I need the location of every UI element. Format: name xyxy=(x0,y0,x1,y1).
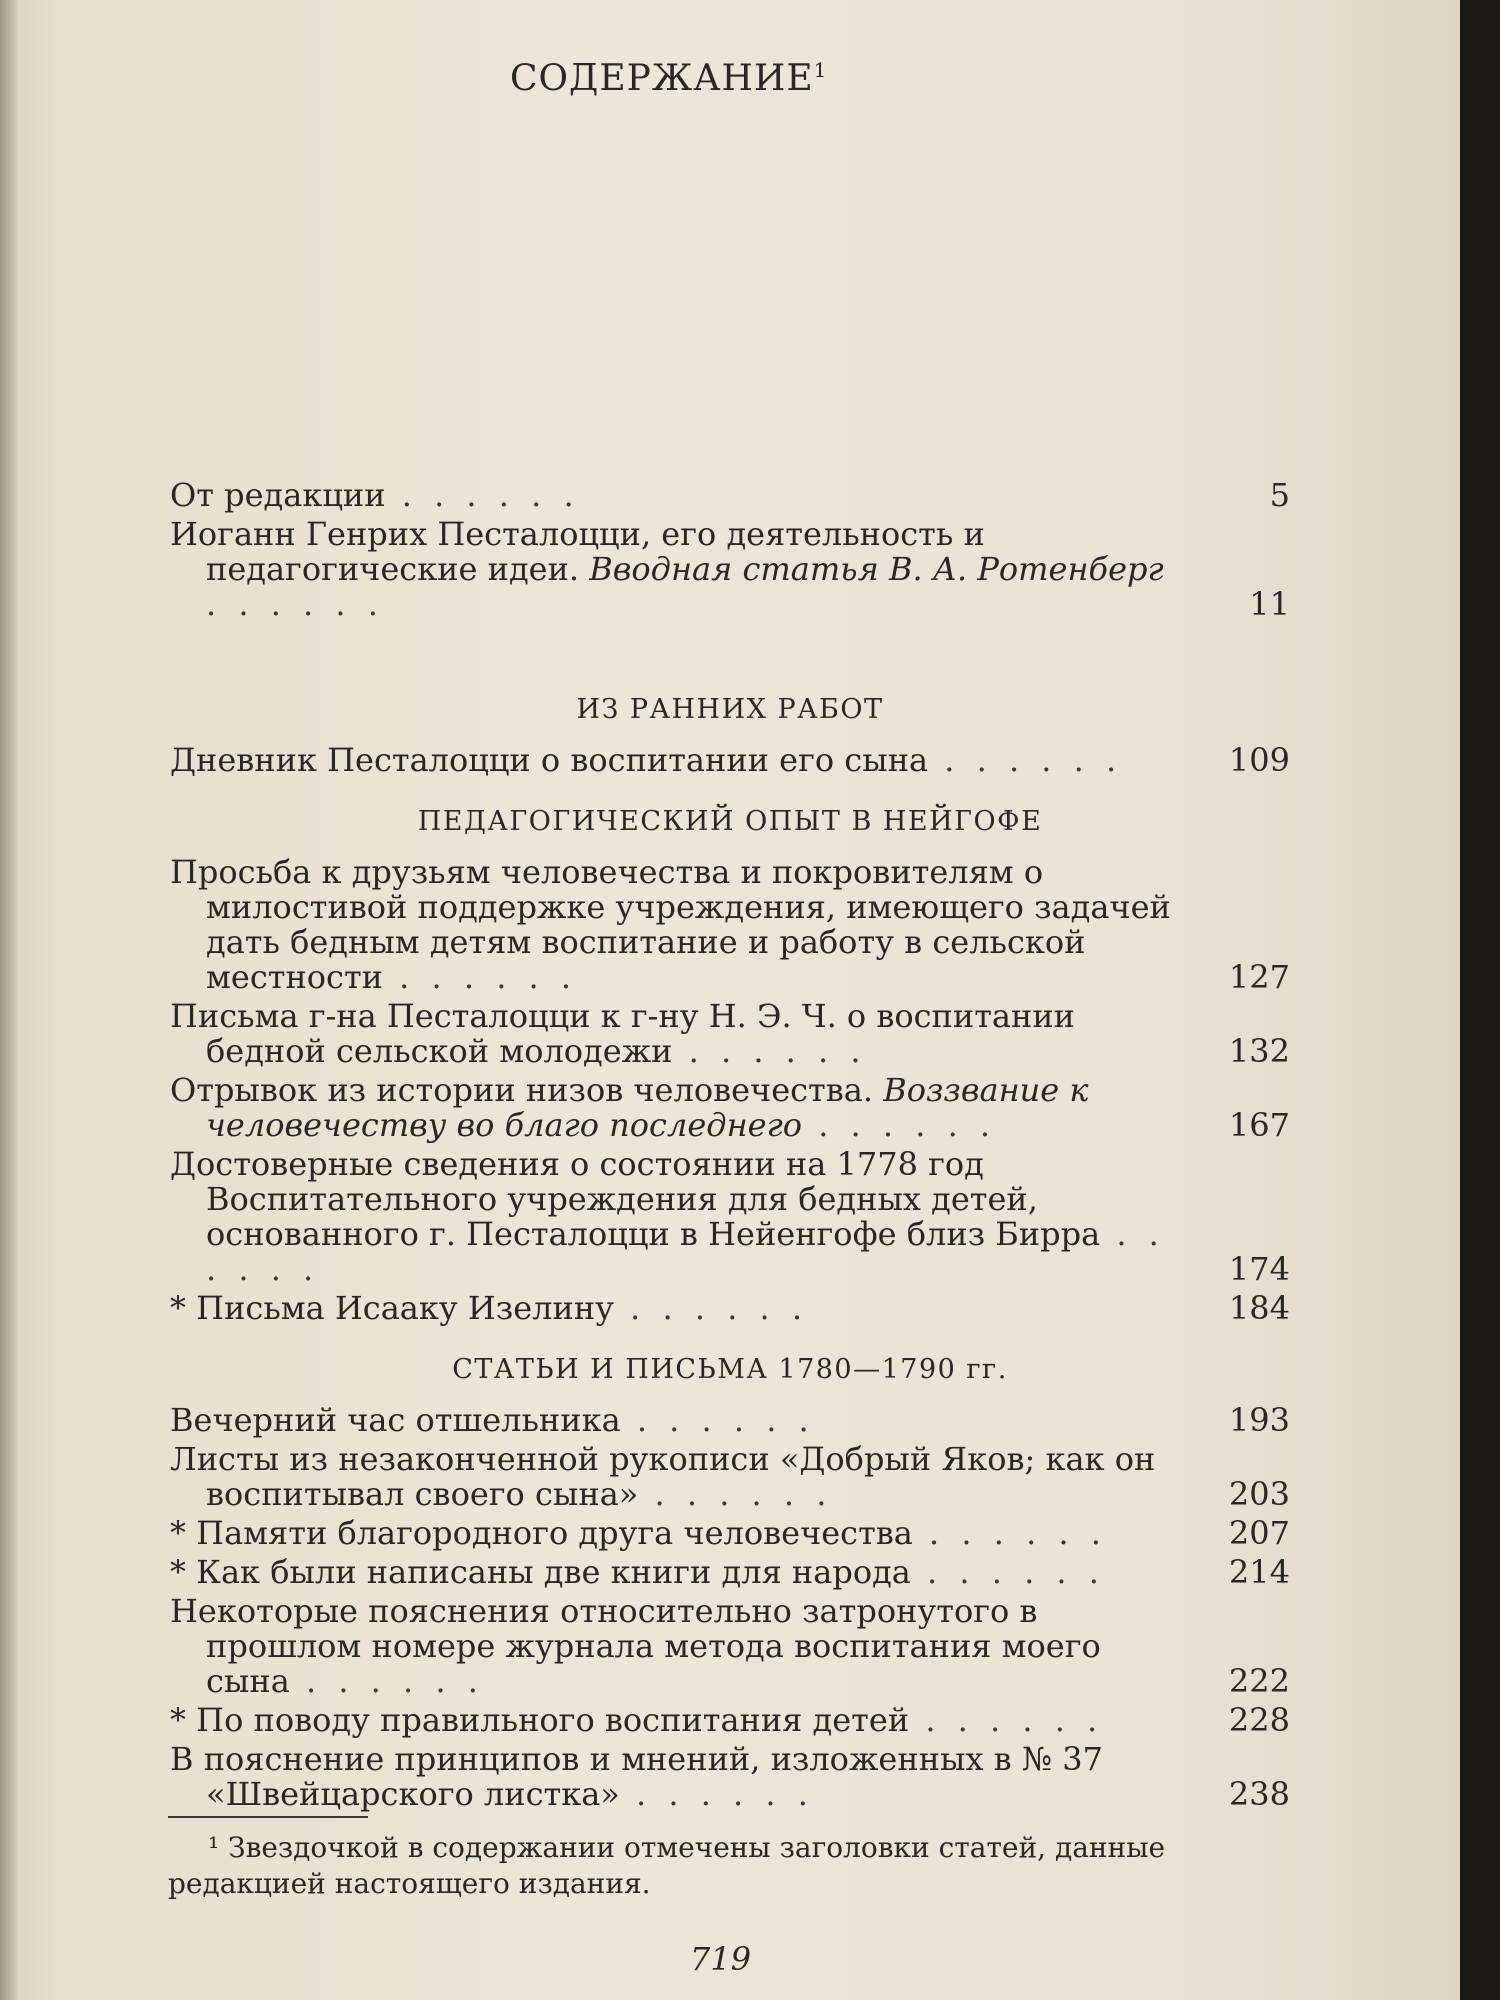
toc-entry-text: В пояснение принципов и мнений, изложенных в № 37 «Швейцарского листка» xyxy=(170,1740,1104,1813)
leader-dots: . . . . . . xyxy=(638,1475,833,1513)
toc-entry-text: Как были написаны две книги для народа xyxy=(196,1553,911,1591)
toc-entry-page: 184 xyxy=(1228,1289,1290,1327)
table-of-contents xyxy=(170,478,1290,1816)
toc-entry-title xyxy=(170,1291,1180,1326)
toc-entry-text: Иоганн Генрих Песталоцци, его деятельность и педагогические идеи. xyxy=(170,515,985,588)
section-heading: СТАТЬИ И ПИСЬМА 1780—1790 гг. xyxy=(452,1354,1008,1385)
toc-entry-page: 127 xyxy=(1228,958,1290,996)
toc-entry[interactable] xyxy=(170,1742,1290,1812)
toc-entry[interactable] xyxy=(170,1291,1290,1326)
toc-entry-title xyxy=(170,1594,1180,1699)
toc-entry-text: По поводу правильного воспитания детей xyxy=(196,1701,910,1739)
section-heading: ПЕДАГОГИЧЕСКИЙ ОПЫТ В НЕЙГОФЕ xyxy=(417,806,1043,837)
toc-entry-italic-text: Вводная статья В. А. Ротенберг xyxy=(589,550,1164,588)
toc-entry-page: 207 xyxy=(1228,1514,1290,1552)
toc-entry-text: Некоторые пояснения относительно затронутого в прошлом номере журнала метода воспитания моего сына xyxy=(170,1592,1101,1700)
toc-entry[interactable] xyxy=(170,1147,1290,1287)
page-number: 719 xyxy=(690,1940,752,1978)
toc-entry-page: 203 xyxy=(1228,1475,1290,1513)
toc-entry-title xyxy=(170,1442,1180,1512)
toc-entry-text: Вечерний час отшельника xyxy=(170,1401,621,1439)
toc-entry-page: 228 xyxy=(1228,1701,1290,1739)
toc-entry-title xyxy=(170,1403,1180,1438)
toc-entry-title xyxy=(170,1516,1180,1551)
toc-entry-text: Письма Исааку Изелину xyxy=(196,1289,614,1327)
toc-entry[interactable] xyxy=(170,1442,1290,1512)
toc-entry-italic-text: Воззвание к человечеству во благо последнего xyxy=(206,1071,1089,1144)
toc-entry-page: 5 xyxy=(1269,476,1290,514)
toc-entry-title xyxy=(170,1555,1180,1590)
toc-entry-title xyxy=(170,1742,1180,1812)
toc-entry-page: 214 xyxy=(1228,1553,1290,1591)
toc-entry[interactable] xyxy=(170,1516,1290,1551)
toc-entry-page: 11 xyxy=(1249,585,1290,623)
toc-entry[interactable] xyxy=(170,1555,1290,1590)
toc-entry[interactable] xyxy=(170,478,1290,513)
leader-dots: . . . . . . xyxy=(383,958,578,996)
leader-dots: . . . . . . xyxy=(619,1775,814,1813)
leader-dots: . . . . . . xyxy=(802,1106,997,1144)
toc-entry-page: 109 xyxy=(1228,741,1290,779)
section-heading: ИЗ РАННИХ РАБОТ xyxy=(576,694,884,725)
toc-entry-page: 193 xyxy=(1228,1401,1290,1439)
toc-entry-title xyxy=(170,1147,1180,1287)
leader-dots: . . . . . . xyxy=(613,1289,809,1327)
toc-entry[interactable] xyxy=(170,1403,1290,1438)
toc-entry-title xyxy=(170,855,1180,995)
leader-dots: . . . . . . xyxy=(909,1701,1104,1739)
toc-entry-text: Памяти благородного друга человечества xyxy=(196,1514,913,1552)
leader-dots: . . . . . . xyxy=(385,476,580,514)
toc-entry-page: 167 xyxy=(1228,1106,1290,1144)
toc-entry-text: Листы из незаконченной рукописи «Добрый Яков; как он воспитывал своего сына» xyxy=(170,1440,1156,1513)
leader-dots: . . . . . . xyxy=(672,1032,867,1070)
toc-entry-text: От редакции xyxy=(170,476,386,514)
footnote-divider xyxy=(168,1816,368,1818)
page-title xyxy=(510,58,827,99)
toc-entry-text: Письма г-на Песталоцци к г-ну Н. Э. Ч. о воспитании бедной сельской молодежи xyxy=(170,997,1075,1070)
title-text: СОДЕРЖАНИЕ xyxy=(510,58,814,99)
footnote: ¹ Звездочкой в содержании отмечены заголовки статей, данные редакцией настоящего издания. xyxy=(168,1831,1166,1900)
toc-entry[interactable] xyxy=(170,1073,1290,1143)
toc-entry-text: Отрывок из истории низов человечества. xyxy=(170,1071,874,1109)
toc-entry[interactable] xyxy=(170,1703,1290,1738)
toc-entry-title xyxy=(170,478,1180,513)
leader-dots: . . . . . . xyxy=(910,1553,1105,1591)
leader-dots: . . . . . . xyxy=(912,1514,1107,1552)
toc-entry[interactable] xyxy=(170,517,1290,622)
toc-entry-title xyxy=(170,1703,1180,1738)
toc-entry-title xyxy=(170,517,1180,622)
leader-dots: . . . . . . xyxy=(289,1662,484,1700)
toc-entry[interactable] xyxy=(170,999,1290,1069)
toc-entry-page: 238 xyxy=(1228,1775,1290,1813)
toc-entry-text: Дневник Песталоцци о воспитании его сына xyxy=(170,741,929,779)
toc-entry[interactable] xyxy=(170,1594,1290,1699)
leader-dots: . . . . . . xyxy=(206,1215,1165,1288)
toc-entry-text: Достоверные сведения о состоянии на 1778 год Воспитательного учреждения для бедных детей, основанного г. Песталоцци в Нейенгофе близ Бирра xyxy=(170,1145,1101,1253)
leader-dots: . . . . . . xyxy=(928,741,1123,779)
toc-entry-page: 174 xyxy=(1228,1250,1290,1288)
toc-entry-text: Просьба к друзьям человечества и покровителям о милостивой поддержке учреждения, имеющего задачей дать бедным детям воспитание и работу в сельской местности xyxy=(170,853,1171,996)
toc-entry-page: 222 xyxy=(1228,1662,1290,1700)
leader-dots: . . . . . . xyxy=(620,1401,815,1439)
toc-entry[interactable] xyxy=(170,743,1290,778)
toc-entry-page: 132 xyxy=(1228,1032,1290,1070)
toc-entry[interactable] xyxy=(170,855,1290,995)
toc-entry-title xyxy=(170,1073,1180,1143)
title-footnote-mark: 1 xyxy=(813,58,828,82)
leader-dots: . . . . . . xyxy=(206,585,384,623)
toc-entry-title xyxy=(170,743,1180,778)
toc-entry-title xyxy=(170,999,1180,1069)
